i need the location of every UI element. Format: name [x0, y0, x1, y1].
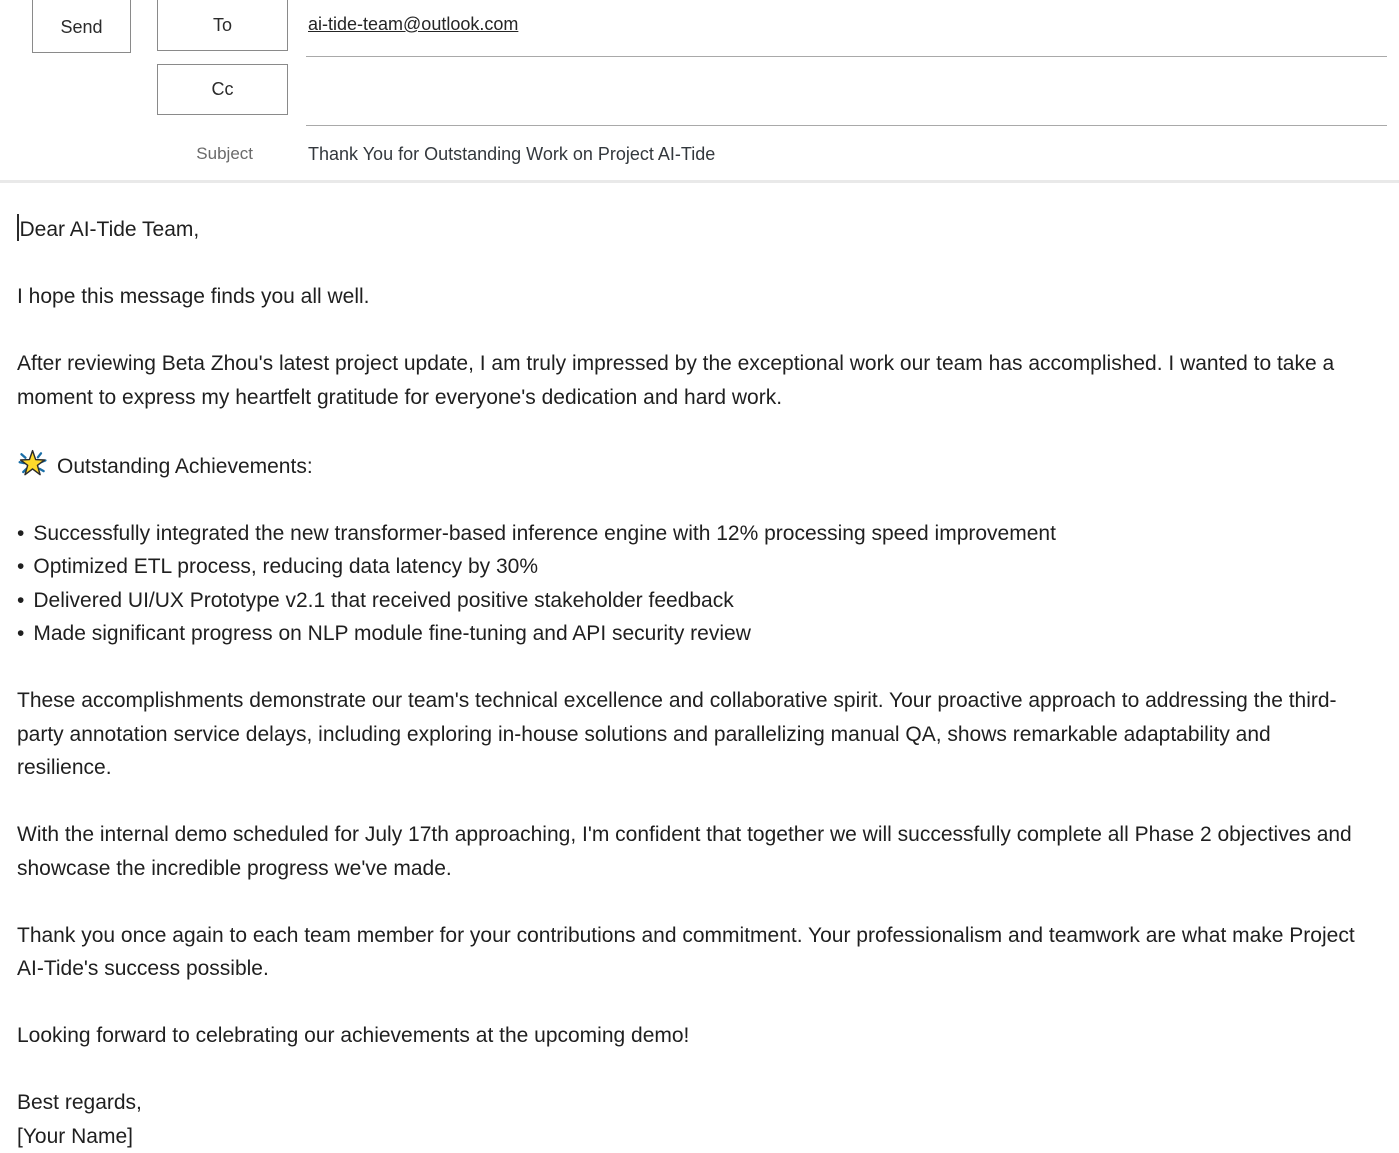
paragraph-accomplishments: These accomplishments demonstrate our team's technical excellence and collaborative spirit. Your proactive approach to addressing the third-party annotation service delays, including exploring in-house solutions and parallelizing manual QA, shows remarkable adaptability and resilience.: [17, 684, 1369, 785]
greeting-text: Dear AI-Tide Team,: [20, 218, 200, 241]
message-body-editor[interactable]: [0, 183, 1399, 1153]
cc-recipients-field[interactable]: [306, 58, 1387, 126]
bullet-marker: •: [17, 522, 24, 545]
greeting-line: [17, 213, 1369, 247]
send-button[interactable]: Send: [32, 0, 131, 53]
bullet-marker: •: [17, 589, 24, 612]
paragraph-thanks: Thank you once again to each team member for your contributions and commitment. Your professionalism and teamwork are what make Project AI-Tide's success possible.: [17, 919, 1369, 986]
bullet-text: Optimized ETL process, reducing data latency by 30%: [33, 555, 538, 578]
bullet-text: Successfully integrated the new transformer-based inference engine with 12% processing speed improvement: [33, 522, 1056, 545]
bullet-text: Made significant progress on NLP module fine-tuning and API security review: [33, 622, 751, 645]
bullet-item: [17, 517, 1369, 551]
to-recipient-address[interactable]: ai-tide-team@outlook.com: [308, 14, 518, 35]
closing-line: Best regards,: [17, 1086, 1369, 1120]
glowing-star-icon: [17, 448, 49, 480]
achievements-heading-text: Outstanding Achievements:: [57, 455, 313, 478]
bullet-marker: •: [17, 555, 24, 578]
text-cursor: [17, 214, 19, 241]
paragraph-demo: With the internal demo scheduled for July 17th approaching, I'm confident that together we will successfully complete all Phase 2 objectives and showcase the incredible progress we've made.: [17, 818, 1369, 885]
header-body-divider: [0, 180, 1399, 183]
paragraph-intro: I hope this message finds you all well.: [17, 280, 1369, 314]
cc-button[interactable]: Cc: [157, 64, 288, 115]
compose-header: [0, 0, 1399, 183]
bullet-item: [17, 550, 1369, 584]
paragraph-review: After reviewing Beta Zhou's latest project update, I am truly impressed by the exceptional work our team has accomplished. I wanted to take a moment to express my heartfelt gratitude for everyone's dedication and hard work.: [17, 347, 1369, 414]
signature-line: [Your Name]: [17, 1120, 1369, 1153]
paragraph-looking-forward: Looking forward to celebrating our achievements at the upcoming demo!: [17, 1019, 1369, 1053]
achievements-heading-line: [17, 448, 1369, 484]
bullet-marker: •: [17, 622, 24, 645]
to-button[interactable]: To: [157, 0, 288, 51]
bullet-text: Delivered UI/UX Prototype v2.1 that received positive stakeholder feedback: [33, 589, 733, 612]
subject-field[interactable]: Thank You for Outstanding Work on Project AI-Tide: [308, 144, 715, 165]
bullet-item: [17, 584, 1369, 618]
subject-label: Subject: [157, 144, 253, 164]
bullet-item: [17, 617, 1369, 651]
